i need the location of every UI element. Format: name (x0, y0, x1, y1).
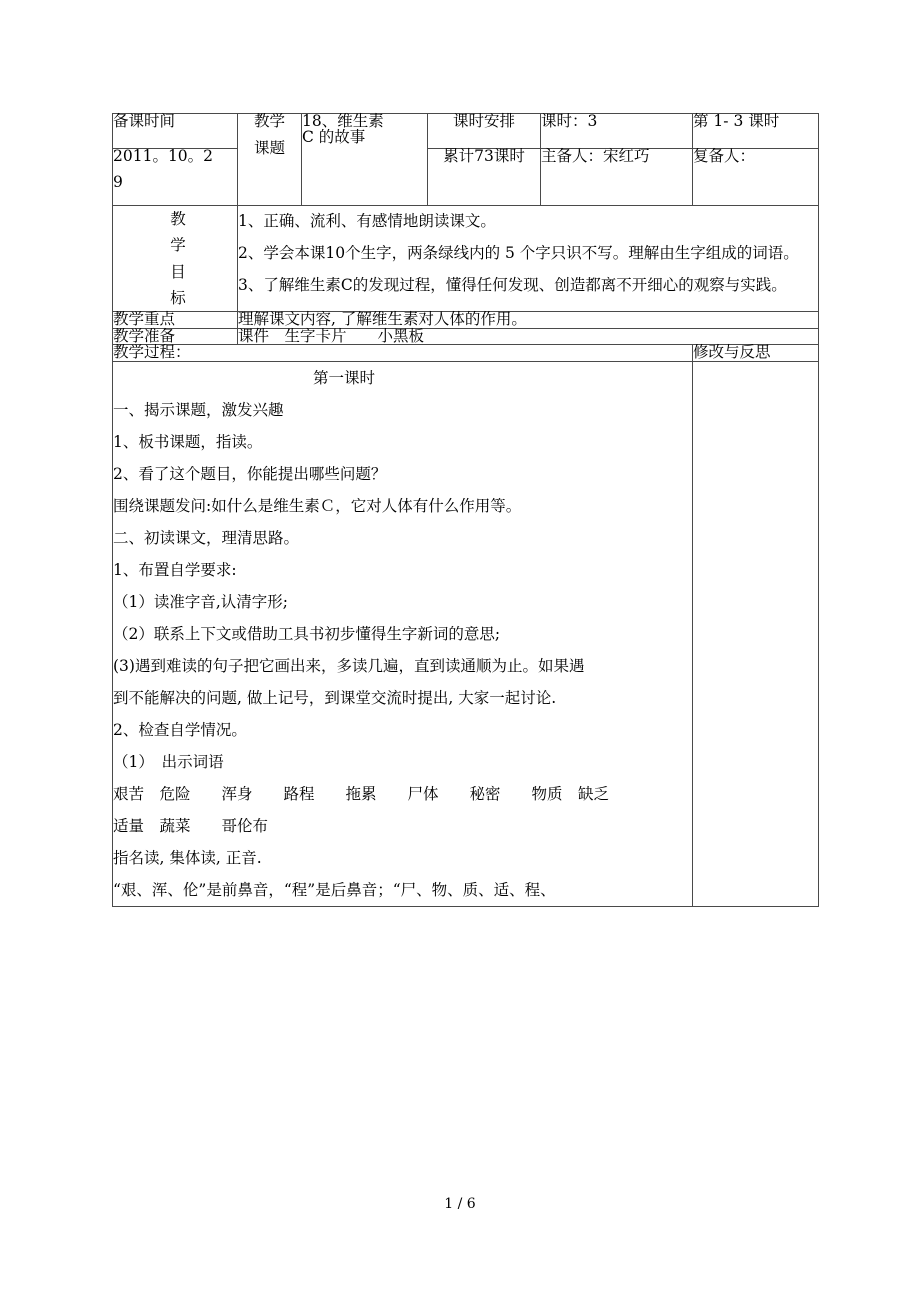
process-line-1: 一、揭示课题，激发兴趣 (113, 400, 284, 419)
prep-time-value-line1: 2011。10。2 (113, 147, 214, 165)
goal-item-0: 1、正确、流利、有感情地朗读课文。 (238, 212, 496, 230)
process-body-cell (113, 361, 693, 906)
goals-body-cell (238, 206, 819, 312)
process-line-6: 1、布置自学要求: (113, 560, 237, 579)
reflection-body-cell (693, 361, 819, 906)
process-line-10: 到不能解决的问题, 做上记号，到课堂交流时提出, 大家一起讨论. (113, 688, 557, 707)
process-line-7: （1）读准字音,认清字形; (113, 592, 289, 611)
process-line-3: 2、看了这个题目，你能提出哪些问题？ (113, 464, 387, 483)
subject-label-line2: 课题 (253, 138, 285, 157)
period-total-cell (428, 149, 541, 206)
process-line-13: 艰苦 危险 浑身 路程 拖累 尸体 秘密 物质 缺乏 (113, 784, 610, 803)
period-range: 第 1- 3 课时 (693, 112, 780, 130)
table-row-header-bottom (113, 149, 819, 206)
table-row-process-header (113, 345, 819, 362)
subject-label-line1: 教学 (253, 112, 285, 130)
goals-label-char-2: 目 (170, 262, 186, 281)
page-number: 1 / 6 (444, 1196, 476, 1212)
goal-item-1: 2、学会本课10个生字，两条绿线内的 5 个字只识不写。理解由生字组成的词语。 (238, 243, 799, 262)
prep-time-value-line2: 9 (113, 172, 123, 191)
lesson-title-cell (302, 114, 428, 206)
period-count-cell (541, 114, 693, 149)
lesson-title-line2: C 的故事 (302, 127, 366, 146)
process-line-9: (3)遇到难读的句子把它画出来，多读几遍，直到读通顺为止。如果遇 (113, 656, 585, 675)
goals-label-char-0: 教 (170, 210, 186, 228)
table-row-focus (113, 312, 819, 329)
table-row-goals (113, 206, 819, 312)
focus-value: 理解课文内容, 了解维生素对人体的作用。 (238, 310, 527, 329)
period-range-cell (693, 114, 819, 149)
process-line-8: （2）联系上下文或借助工具书初步懂得生字新词的意思; (113, 624, 501, 643)
prep-time-value-cell (113, 149, 238, 206)
process-line-14: 适量 蔬菜 哥伦布 (113, 816, 269, 835)
process-line-15: 指名读, 集体读, 正音. (113, 848, 262, 867)
page-footer (0, 1196, 920, 1212)
preparation-value: 课件 生字卡片 小黑板 (238, 326, 425, 345)
period-arrange-label: 课时安排 (452, 112, 515, 130)
re-preparer: 复备人： (693, 147, 756, 165)
reflection-label: 修改与反思 (693, 343, 771, 362)
main-preparer-cell (541, 149, 693, 206)
process-line-12: （1） 出示词语 (113, 752, 224, 771)
main-preparer: 主备人：宋红巧 (541, 147, 650, 165)
goals-label-char-1: 学 (170, 236, 186, 255)
goals-label-char-3: 标 (170, 289, 186, 308)
process-line-4: 围绕课题发问:如什么是维生素Ｃ，它对人体有什么作用等。 (113, 496, 522, 515)
process-line-11: 2、检查自学情况。 (113, 720, 247, 739)
goals-label-cell (113, 206, 238, 312)
process-line-2: 1、板书课题，指读。 (113, 432, 263, 451)
table-row-process-body (113, 361, 819, 906)
focus-label: 教学重点 (113, 310, 176, 329)
prep-time-label-cell (113, 114, 238, 149)
period-total-label: 累计73课时 (443, 147, 525, 165)
goal-item-2: 3、了解维生素C的发现过程，懂得任何发现、创造都离不开细心的观察与实践。 (238, 275, 787, 294)
process-label: 教学过程： (113, 343, 191, 362)
table-row-header-top (113, 114, 819, 149)
process-line-5: 二、初读课文，理清思路。 (113, 528, 300, 547)
process-line-0: 第一课时 (313, 368, 376, 387)
reflection-label-cell (693, 345, 819, 362)
lesson-title-line1: 18、维生素 (302, 112, 384, 130)
process-line-16: “艰、浑、伦”是前鼻音，“程”是后鼻音；“尸、物、质、适、程、 (113, 880, 556, 899)
period-count: 课时：3 (541, 112, 598, 130)
subject-label-cell (238, 114, 302, 206)
lesson-plan-table (112, 113, 819, 907)
period-arrange-label-cell (428, 114, 541, 149)
process-label-cell (113, 345, 693, 362)
preparation-label: 教学准备 (113, 326, 176, 345)
re-preparer-cell (693, 149, 819, 206)
prep-time-label: 备课时间 (113, 112, 176, 130)
